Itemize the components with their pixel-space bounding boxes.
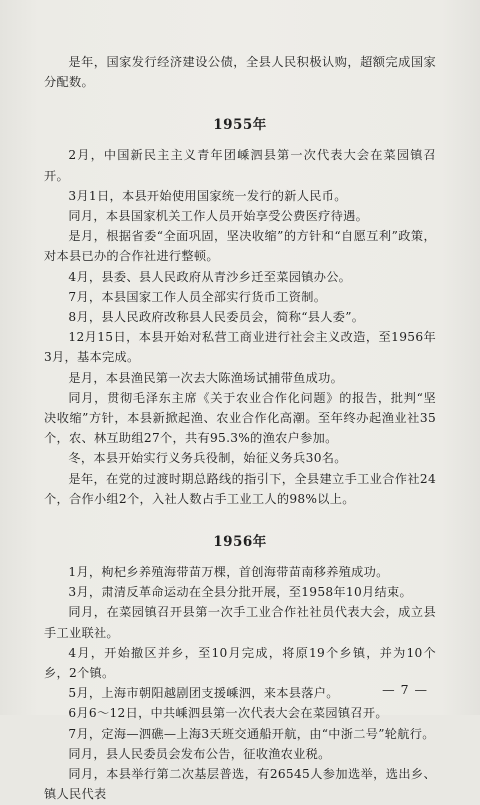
paragraph: 冬，本县开始实行义务兵役制，始征义务兵30名。 — [68, 451, 347, 466]
paragraph: 1月，枸杞乡养殖海带苗万棵，首创海带苗南移养殖成功。 — [68, 565, 389, 580]
paragraph: 同月，本县举行第二次基层普选，有26545人参加选举，选出乡、镇人民代表 — [44, 767, 436, 802]
paragraph: 同月，在菜园镇召开县第一次手工业合作社社员代表大会，成立县手工业联社。 — [44, 605, 436, 640]
paragraph: 6月6～12日，中共嵊泗县第一次代表大会在菜园镇召开。 — [68, 706, 388, 721]
paragraph: 同月，贯彻毛泽东主席《关于农业合作化问题》的报告，批判“坚决收缩”方针，本县新掀起渔、农业合作化高潮。至年终办起渔业社35个，农、林互助组27个，共有95.3%的渔农户参加。 — [44, 390, 436, 446]
paragraph: 是月，根据省委“全面巩固，坚决收缩”的方针和“自愿互利”政策，对本县已办的合作社进行整顿。 — [44, 229, 436, 264]
paragraph: 同月，本县国家机关工作人员开始享受公费医疗待遇。 — [68, 209, 369, 224]
paragraph: 同月，县人民委员会发布公告，征收渔农业税。 — [68, 746, 331, 761]
year-section-1955 — [44, 113, 436, 509]
paragraph: 3月1日，本县开始使用国家统一发行的新人民币。 — [68, 188, 347, 203]
paragraph: 5月，上海市朝阳越剧团支援嵊泗，来本县落户。 — [68, 686, 339, 701]
paragraph: 4月，县委、县人民政府从青沙乡迁至菜园镇办公。 — [68, 269, 352, 284]
paragraph: 3月，肃清反革命运动在全县分批开展，至1958年10月结束。 — [68, 585, 412, 600]
paragraph: 是年，在党的过渡时期总路线的指引下，全县建立手工业合作社24个，合作小组2个，入社人数占手工业工人的98%以上。 — [44, 471, 436, 506]
paragraph: 7月，本县国家工作人员全部实行货币工资制。 — [68, 289, 327, 304]
year-heading: 1955年 — [213, 117, 267, 134]
page-number: — 7 — — [382, 682, 428, 697]
paragraph: 2月，中国新民主主义青年团嵊泗县第一次代表大会在菜园镇召开。 — [44, 148, 436, 183]
year-heading: 1956年 — [213, 534, 267, 551]
paragraph: 12月15日，本县开始对私营工商业进行社会主义改造，至1956年3月，基本完成。 — [44, 330, 436, 365]
paragraph: 是月，本县渔民第一次去大陈渔场试捕带鱼成功。 — [68, 370, 344, 385]
paragraph: 4月，开始撤区并乡，至10月完成，将原19个乡镇，并为10个乡，2个镇。 — [44, 645, 436, 681]
paragraph: 8月，县人民政府改称县人民委员会，简称“县人委”。 — [68, 310, 365, 325]
paragraph: 是年，国家发行经济建设公债，全县人民积极认购，超额完成国家分配数。 — [44, 55, 436, 90]
year-section-1956 — [44, 530, 436, 804]
paragraph: 7月，定海—泗礁—上海3天班交通船开航，由“中浙二号”轮航行。 — [68, 726, 435, 741]
